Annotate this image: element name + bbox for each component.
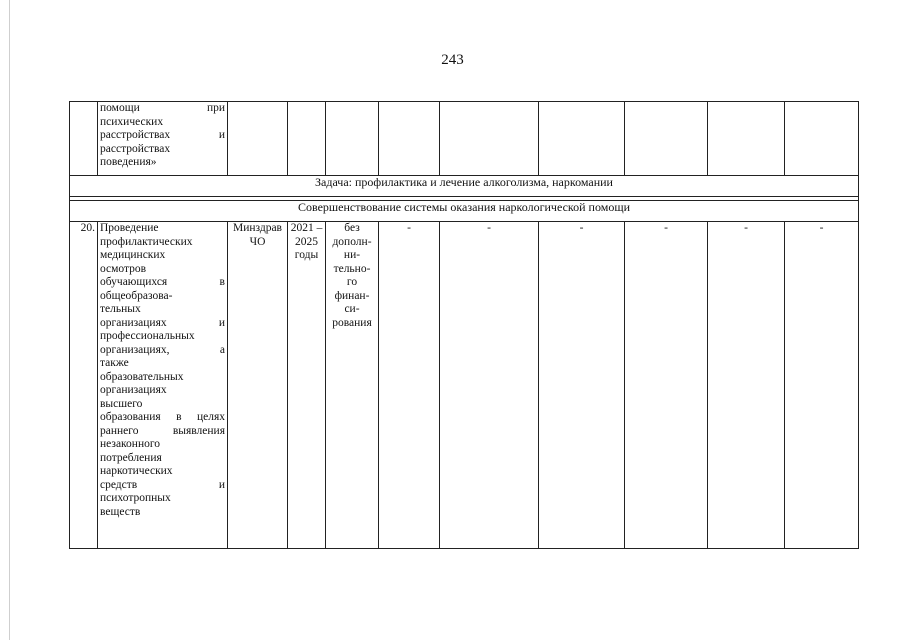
description-line: расстройствах <box>100 142 171 155</box>
description-line: организациях <box>100 384 167 396</box>
description-line: высшего <box>100 397 143 410</box>
value-cell: - <box>539 222 625 549</box>
description-line: организациях, а <box>100 343 225 356</box>
executor-cell <box>228 222 288 549</box>
description-line: психических <box>100 115 164 128</box>
empty-cell <box>326 102 379 176</box>
period-line: 2021 – <box>290 222 323 234</box>
financing-line: го <box>346 276 358 288</box>
description-line: образовательных <box>100 370 184 383</box>
value-cell: - <box>379 222 440 549</box>
empty-cell <box>288 102 326 176</box>
description-line: поведения» <box>100 156 157 168</box>
description-line: наркотических <box>100 465 173 477</box>
measure-description-cell <box>98 222 228 549</box>
financing-line: без <box>344 222 360 234</box>
executor-line: Минздрав <box>232 222 282 234</box>
description-line: психотропных <box>100 492 171 504</box>
description-line: тельных <box>100 303 141 315</box>
section-heading-row <box>70 201 859 222</box>
description-line: организациях и <box>100 316 225 329</box>
financing-line: си- <box>344 303 360 315</box>
empty-cell <box>228 102 288 176</box>
description-line: общеобразова- <box>100 289 173 302</box>
description-line: помощи при <box>100 102 225 114</box>
period-line: 2025 <box>295 235 318 248</box>
description-line: Проведение <box>100 222 159 234</box>
description-line: потребления <box>100 451 162 464</box>
description-line: осмотров <box>100 262 147 275</box>
description-line: обучающихся в <box>100 276 225 288</box>
empty-cell <box>708 102 785 176</box>
financing-line: дополн- <box>332 235 372 248</box>
page-number: 243 <box>441 52 464 68</box>
section-heading: Совершенствование системы оказания наркологической помощи <box>70 201 859 222</box>
program-table <box>69 101 859 549</box>
description-line: раннего выявления <box>100 424 225 437</box>
page-edge-line <box>9 0 10 640</box>
description-line: незаконного <box>100 438 161 450</box>
description-line: медицинских <box>100 249 166 261</box>
description-line: профессиональных <box>100 330 195 342</box>
financing-source-cell <box>326 222 379 549</box>
description-line: средств и <box>100 478 225 491</box>
period-line: годы <box>294 249 319 261</box>
table-row-20 <box>70 222 859 549</box>
empty-cell <box>440 102 539 176</box>
financing-line: рования <box>332 316 372 329</box>
period-cell <box>288 222 326 549</box>
empty-cell <box>539 102 625 176</box>
description-line: образования в целях <box>100 411 225 423</box>
empty-cell <box>785 102 859 176</box>
description-line: также <box>100 357 129 369</box>
description-line: профилактических <box>100 235 193 248</box>
executor-line: ЧО <box>249 235 266 248</box>
description-line: расстройствах и <box>100 129 225 141</box>
row-number: 20. <box>70 222 98 549</box>
task-heading-row <box>70 176 859 197</box>
financing-line: финан- <box>334 289 370 302</box>
value-cell: - <box>785 222 859 549</box>
value-cell: - <box>440 222 539 549</box>
task-heading: Задача: профилактика и лечение алкоголизма, наркомании <box>70 176 859 197</box>
financing-line: ни- <box>343 249 361 261</box>
table-row-continuation <box>70 102 859 176</box>
financing-line: тельно- <box>333 262 371 275</box>
description-line: веществ <box>100 505 141 518</box>
row-number-cell <box>70 102 98 176</box>
empty-cell <box>379 102 440 176</box>
continuation-description-cell <box>98 102 228 176</box>
value-cell: - <box>708 222 785 549</box>
empty-cell <box>625 102 708 176</box>
value-cell: - <box>625 222 708 549</box>
